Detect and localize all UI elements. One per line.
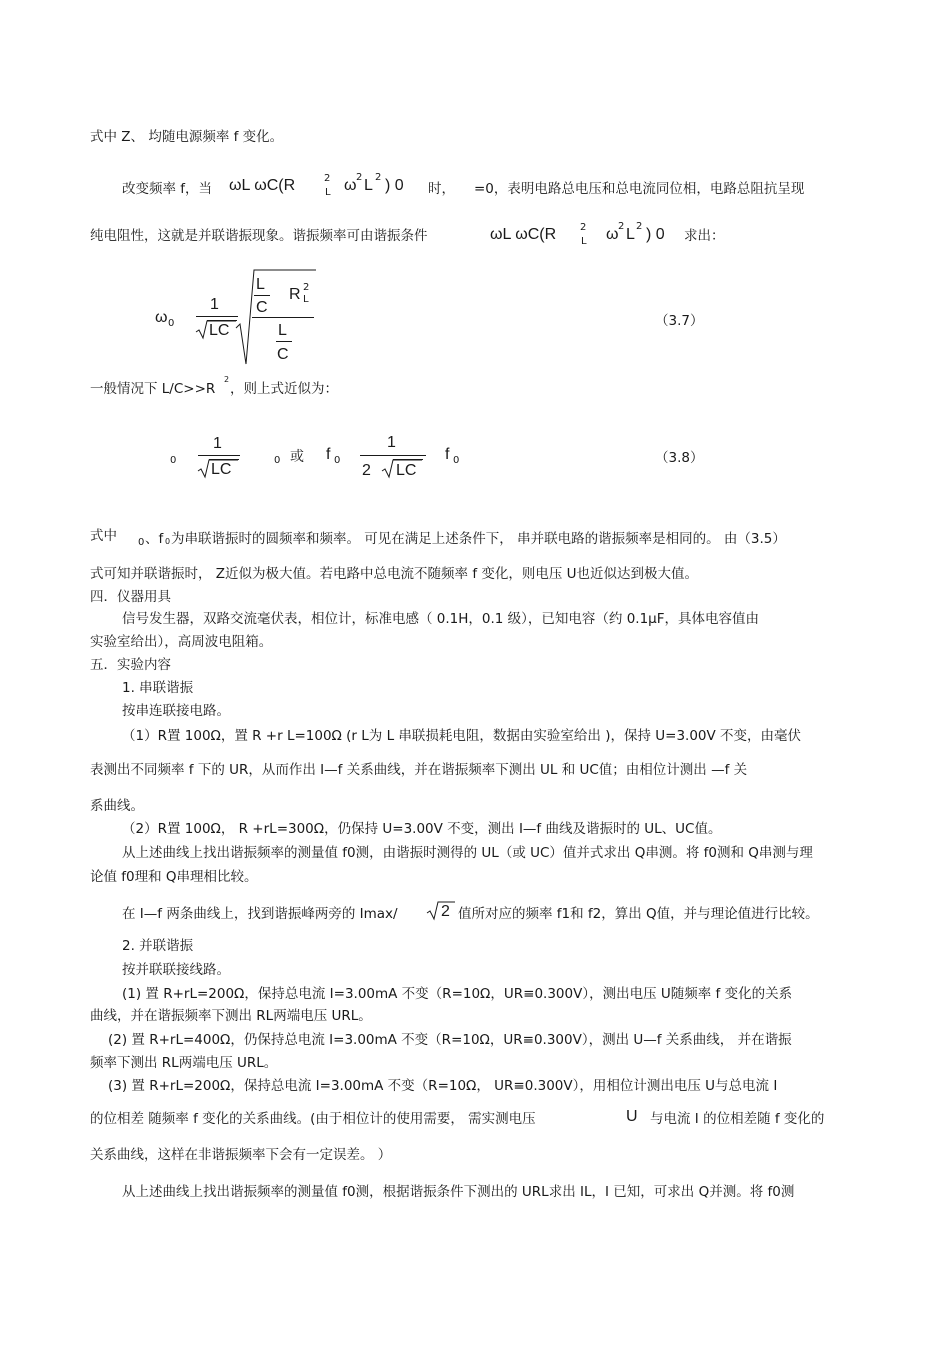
text-line-29: 从上述曲线上找出谐振频率的测量值 f0测，根据谐振条件下测出的 URL求出 IL，I 已知，可求出 Q并测。将 f0测 xyxy=(122,1184,795,1200)
text-line-4b: ，则上式近似为： xyxy=(230,381,338,397)
text-line-2f: 时， xyxy=(428,181,455,197)
eq38-den2-2: 2 xyxy=(362,462,371,479)
eq38-frac-bar-2 xyxy=(360,455,426,456)
sqrt2-value: 2 xyxy=(441,903,450,920)
text-line-14: 表测出不同频率 f 下的 UR，从而作出 I—f 关系曲线，并在谐振频率下测出 UL 和 UC值；由相位计测出 —f 关 xyxy=(90,762,748,778)
text-line-1: 式中 Z、 均随电源频率 f 变化。 xyxy=(90,129,284,145)
text-line-18: 论值 f0理和 Q串理相比较。 xyxy=(90,869,258,885)
eq37-frac-bar-outer xyxy=(196,316,238,317)
sup-2-d: 2 xyxy=(580,222,587,233)
eq37-den: LC xyxy=(209,322,230,339)
text-line-21: 按并联联接线路。 xyxy=(122,962,230,978)
text-line-2g: =0，表明电路总电压和总电流同位相，电路总阻抗呈现 xyxy=(474,181,805,197)
eq38-rhs-f: f xyxy=(445,446,450,463)
text-line-25: 频率下测出 RL两端电压 URL。 xyxy=(90,1055,278,1071)
text-line-27c: 与电流 I 的位相差随 f 变化的 xyxy=(650,1111,825,1127)
text-line-3a: 纯电阻性，这就是并联谐振现象。谐振频率可由谐振条件 xyxy=(90,228,428,244)
eq37-num: 1 xyxy=(210,296,219,313)
text-line-23: 曲线，并在谐振频率下测出 RL两端电压 URL。 xyxy=(90,1008,372,1024)
text-line-28: 关系曲线，这样在非谐振频率下会有一定误差。 ） xyxy=(90,1147,392,1163)
eq37-big-frac-bar xyxy=(252,317,314,318)
section-heading-5: 五．实验内容 xyxy=(90,657,171,673)
omega-a: ω xyxy=(344,177,357,194)
eq38-sqrt-1-bar xyxy=(209,459,239,460)
eq37-den-frac-bar xyxy=(276,341,292,342)
close-paren-a: ) 0 xyxy=(385,177,404,194)
text-line-27a: 的位相差 随频率 f 变化的关系曲线。(由于相位计的使用需要， 需实测电压 xyxy=(90,1111,536,1127)
eq38-mid-sub: 0 xyxy=(274,455,281,466)
text-line-2a: 改变频率 f，当 xyxy=(122,181,213,197)
text-line-8: 信号发生器，双路交流毫伏表，相位计，标准电感（ 0.1H，0.1 级），已知电容（约 0.1μF，具体电容值由 xyxy=(122,611,760,627)
text-line-4: 一般情况下 L/C>>R xyxy=(90,381,216,397)
eq38-frac-bar-1 xyxy=(198,455,240,456)
text-line-15: 系曲线。 xyxy=(90,798,144,814)
eq37-number: （3.7） xyxy=(655,313,704,329)
sup-2-e: 2 xyxy=(618,221,625,232)
eq38-number: （3.8） xyxy=(655,450,704,466)
sup-2-c: 2 xyxy=(375,172,382,183)
eq38-den2-LC: LC xyxy=(396,462,417,479)
text-line-3f: 求出： xyxy=(684,228,725,244)
sub-L-b: L xyxy=(581,236,587,247)
line4-sup-2: 2 xyxy=(224,375,230,384)
sup-2-b: 2 xyxy=(356,172,363,183)
eq37-in-R-sub: L xyxy=(303,294,309,305)
sub-L-a: L xyxy=(325,187,331,198)
subheading-series: 1. 串联谐振 xyxy=(122,680,194,696)
line5-sub-0a: 0 xyxy=(138,537,145,548)
eq38-rhs-sub: 0 xyxy=(453,455,460,466)
text-line-27b: U xyxy=(626,1108,638,1125)
eq38-num1: 1 xyxy=(213,435,222,452)
eq37-in-C: C xyxy=(256,299,268,316)
text-line-13: （1）R置 100Ω，置 R +r L=100Ω (r L为 L 串联损耗电阻，数据由实验室给出 )，保持 U=3.00V 不变，由毫伏 xyxy=(122,728,802,744)
text-line-26: (3) 置 R+rL=200Ω，保持总电流 I=3.00mA 不变（R=10Ω， UR≡0.300V），用相位计测出电压 U与总电流 I xyxy=(108,1078,778,1094)
eq37-in-L: L xyxy=(256,276,265,293)
eq37-in-R: R xyxy=(289,286,301,303)
eq38-f-sub: 0 xyxy=(334,455,341,466)
eq37-in-R-sup: 2 xyxy=(303,282,310,293)
eq37-den-C: C xyxy=(277,346,289,363)
sup-2-a: 2 xyxy=(324,173,331,184)
L-b: L xyxy=(626,226,635,243)
text-line-5c: 、f xyxy=(145,531,164,547)
eq37-in-frac-bar xyxy=(254,295,270,296)
text-line-9: 实验室给出），高周波电阻箱。 xyxy=(90,634,273,650)
eq37-omega-sub: 0 xyxy=(168,318,175,329)
eq38-den1: LC xyxy=(211,461,232,478)
text-line-5e: 为串联谐振时的圆频率和频率。 可见在满足上述条件下， 串并联电路的谐振频率是相同的。 由（3.5） xyxy=(171,531,786,547)
text-line-19c: 值所对应的频率 f1和 f2，算出 Q值，并与理论值进行比较。 xyxy=(458,906,819,922)
eq38-or: 或 xyxy=(290,449,304,465)
text-line-5a: 式中 xyxy=(90,528,117,544)
eq38-lhs-sub: 0 xyxy=(170,455,177,466)
eq37-sqrt-small-bar xyxy=(207,320,237,321)
omega-b: ω xyxy=(606,226,619,243)
eq38-sqrt-2-bar xyxy=(393,459,423,460)
text-line-6: 式可知并联谐振时， Z近似为极大值。若电路中总电流不随频率 f 变化，则电压 U也近似达到极大值。 xyxy=(90,566,699,582)
line5-sub-0b: 0 xyxy=(165,537,171,546)
text-line-12: 按串连联接电路。 xyxy=(122,703,230,719)
eq37-den-L: L xyxy=(278,322,287,339)
inline-formula-omegaL-b: ωL ωC(R xyxy=(490,226,557,243)
L-a: L xyxy=(364,177,373,194)
sup-2-f: 2 xyxy=(636,221,643,232)
eq38-num2: 1 xyxy=(387,434,396,451)
text-line-16: （2）R置 100Ω， R +rL=300Ω，仍保持 U=3.00V 不变，测出 I—f 曲线及谐振时的 UL、UC值。 xyxy=(122,821,722,837)
eq38-f: f xyxy=(326,446,331,463)
close-paren-b: ) 0 xyxy=(646,226,665,243)
eq37-omega: ω xyxy=(155,309,168,326)
inline-formula-omegaL-a: ωL ωC(R xyxy=(229,177,296,194)
section-heading-4: 四．仪器用具 xyxy=(90,589,171,605)
text-line-19a: 在 I—f 两条曲线上，找到谐振峰两旁的 Imax/ xyxy=(122,906,398,922)
text-line-17: 从上述曲线上找出谐振频率的测量值 f0测，由谐振时测得的 UL（或 UC）值并式求出 Q串测。将 f0测和 Q串测与理 xyxy=(122,845,813,861)
text-line-22: (1) 置 R+rL=200Ω，保持总电流 I=3.00mA 不变（R=10Ω，UR≡0.300V），测出电压 U随频率 f 变化的关系 xyxy=(122,986,793,1002)
text-line-24: (2) 置 R+rL=400Ω，仍保持总电流 I=3.00mA 不变（R=10Ω，UR≡0.300V），测出 U—f 关系曲线， 并在谐振 xyxy=(108,1032,792,1048)
subheading-parallel: 2. 并联谐振 xyxy=(122,938,194,954)
